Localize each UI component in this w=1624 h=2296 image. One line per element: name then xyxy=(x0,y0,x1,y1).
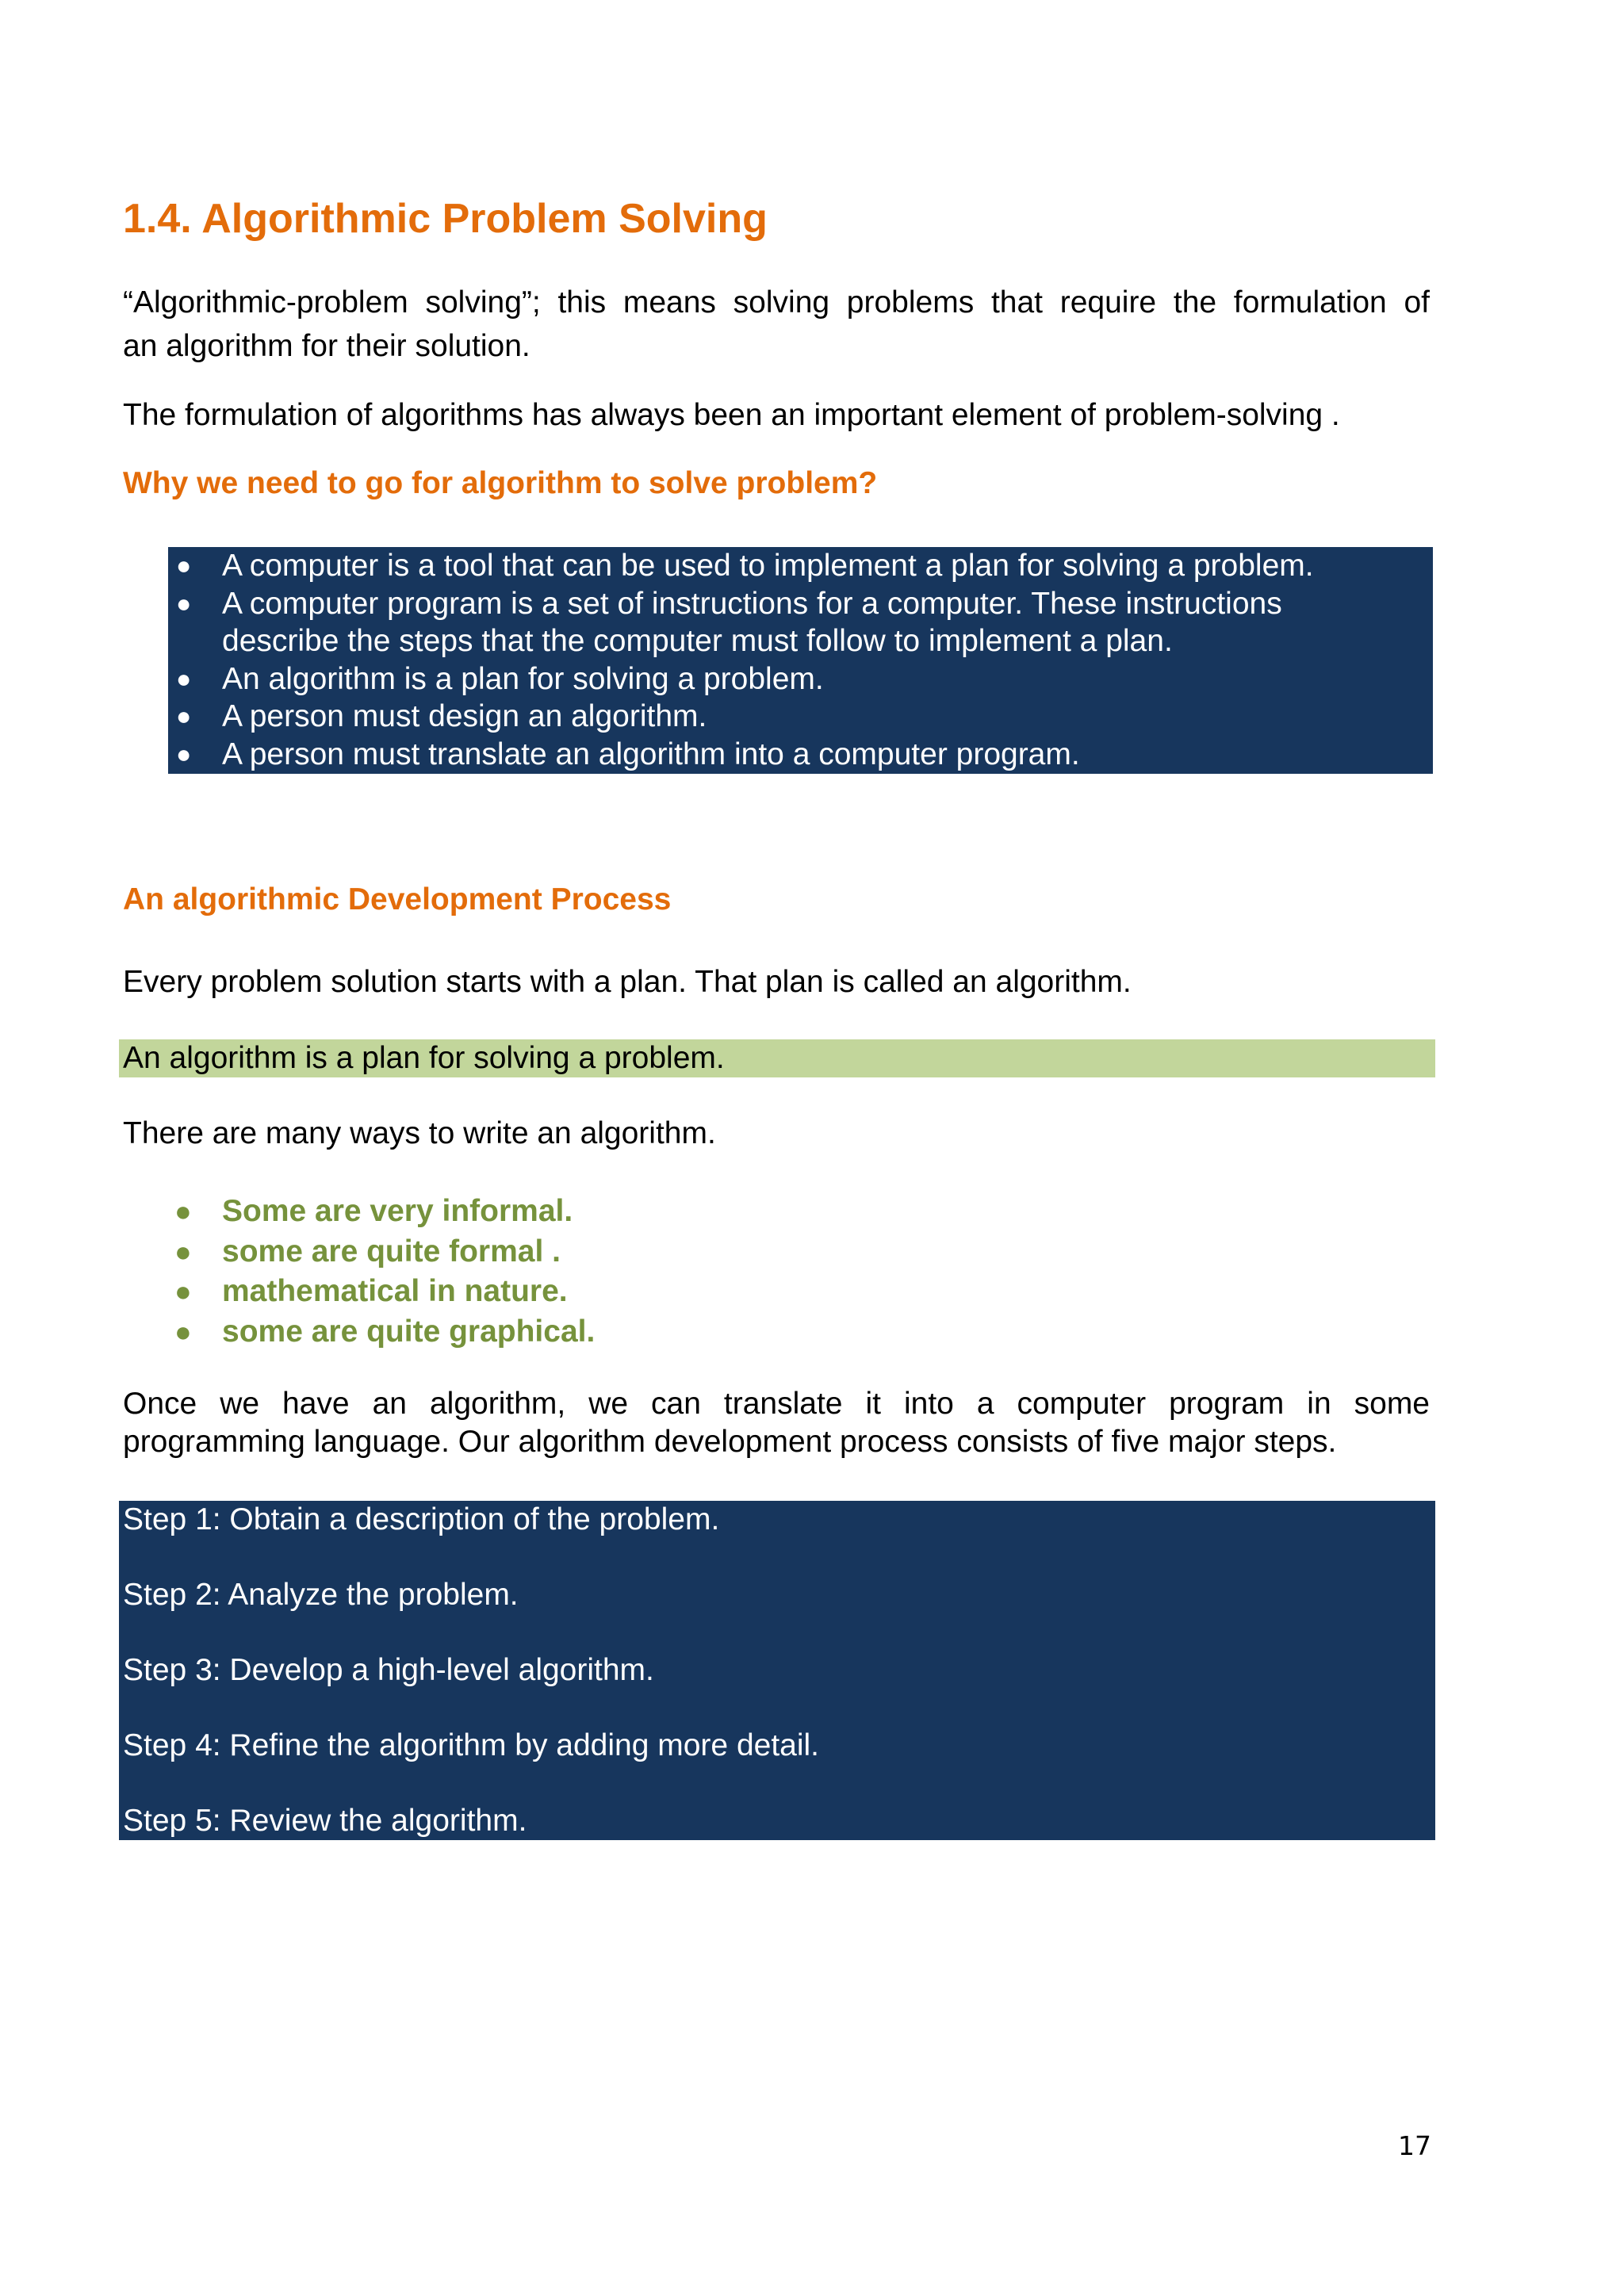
section-title: 1.4. Algorithmic Problem Solving xyxy=(123,196,768,242)
bullet-icon: ● xyxy=(174,1314,192,1348)
list-item: ● A person must translate an algorithm into a computer program. xyxy=(168,736,1433,774)
bullet-icon: ● xyxy=(176,702,192,730)
bullet-icon: ● xyxy=(174,1275,192,1307)
why-bullet-box xyxy=(168,547,1433,774)
bullet-icon: ● xyxy=(174,1234,192,1268)
once-paragraph-line-2: programming language. Our algorithm development process consists of five major steps. xyxy=(123,1425,1337,1459)
plan-paragraph: Every problem solution starts with a plan. That plan is called an algorithm. xyxy=(123,965,1132,999)
bullet-icon: ● xyxy=(176,588,192,618)
step-item: Step 1: Obtain a description of the problem. xyxy=(123,1502,720,1536)
list-item: ● mathematical in nature. xyxy=(168,1272,595,1312)
algorithm-kinds-list xyxy=(168,1192,595,1352)
bullet-icon: ● xyxy=(176,739,192,768)
bullet-icon: ● xyxy=(174,1195,192,1227)
why-heading: Why we need to go for algorithm to solve problem? xyxy=(123,466,878,500)
step-item: Step 5: Review the algorithm. xyxy=(123,1804,527,1838)
list-item-continuation: describe the steps that the computer must follow to implement a plan. xyxy=(222,624,1173,658)
bullet-icon: ● xyxy=(176,551,192,580)
intro-paragraph-line-2: an algorithm for their solution. xyxy=(123,329,530,363)
list-item: ● some are quite formal . xyxy=(168,1232,595,1272)
page-number: 17 xyxy=(1398,2130,1431,2161)
step-item: Step 2: Analyze the problem. xyxy=(123,1578,519,1612)
steps-box xyxy=(119,1501,1435,1840)
process-heading: An algorithmic Development Process xyxy=(123,882,672,916)
formulation-paragraph: The formulation of algorithms has always been an important element of problem-solving . xyxy=(123,398,1340,432)
highlighted-definition: An algorithm is a plan for solving a problem. xyxy=(119,1039,1435,1077)
step-item: Step 4: Refine the algorithm by adding more detail. xyxy=(123,1728,820,1762)
list-item: ● A computer program is a set of instructions for a computer. These instructions xyxy=(168,585,1433,623)
intro-paragraph-line-1: “Algorithmic-problem solving”; this means solving problems that require the formulation of xyxy=(123,285,1430,320)
list-item: ● some are quite graphical. xyxy=(168,1312,595,1353)
list-item: ● A person must design an algorithm. xyxy=(168,698,1433,736)
list-item: ● A computer is a tool that can be used to implement a plan for solving a problem. xyxy=(168,547,1433,585)
step-item: Step 3: Develop a high-level algorithm. xyxy=(123,1653,654,1687)
list-item: ● An algorithm is a plan for solving a problem. xyxy=(168,660,1433,698)
list-item: ● Some are very informal. xyxy=(168,1192,595,1232)
once-paragraph-line-1: Once we have an algorithm, we can translate it into a computer program in some xyxy=(123,1387,1430,1421)
bullet-icon: ● xyxy=(176,664,192,693)
ways-paragraph: There are many ways to write an algorithm. xyxy=(123,1116,716,1150)
